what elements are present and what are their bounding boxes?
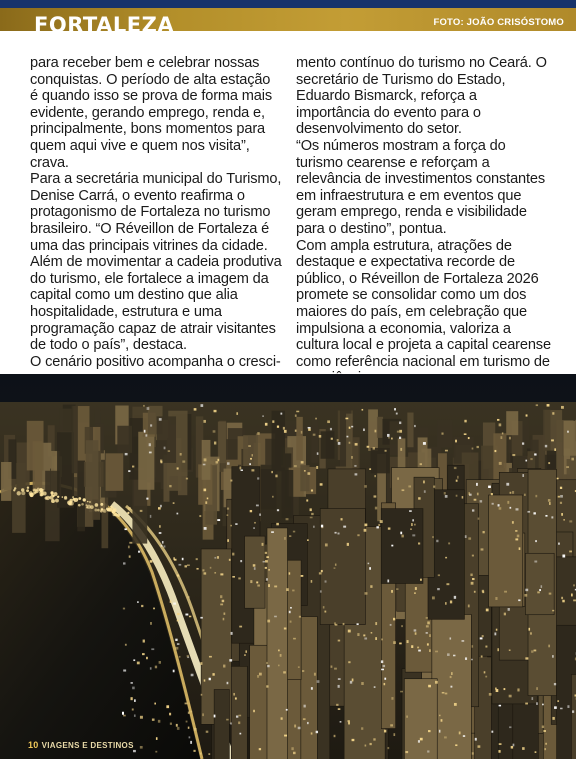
page-number: 10 [28,740,39,750]
paragraph: mento contínuo do turismo no Ceará. O secretário de Turismo do Estado, Eduardo Bismarck, reforça a importância do evento para o desenvolvimento do setor. [296,55,547,138]
cityscape-illustration [0,374,576,759]
paragraph: O cenário positivo acompanha o cresci- [30,353,281,370]
article-column-left [30,55,282,370]
paragraph: Com ampla estrutura, atrações de destaque e expectativa recorde de público, o Réveillon de Fortaleza 2026 promete se consolidar como um dos maiores do país, em celebração que impulsiona a economia, valoriza a cultura local e projeta a capital cearense como referência nacional em turismo de [296,237,551,370]
top-color-bar [0,0,576,8]
city-night-aerial-photo [0,374,576,759]
section-title: FORTALEZA [34,13,175,37]
page-footer [28,740,134,750]
paragraph: “Os números mostram a força do turismo cearense e reforçam a relevância de investimentos constantes em infraestrutura e em eventos que geram emprego, renda e visibilidade para o destino”, pontua. [296,137,546,237]
section-header-band [0,8,576,37]
paragraph: para receber bem e celebrar nossas conquistas. O período de alta estação é quando isso se prova de forma mais evidente, gerando emprego, renda e, principalmente, bons momentos para quem aqui vive e quem nos visita”, crava. [30,55,273,171]
article-column-right [296,55,552,387]
paragraph: Para a secretária municipal do Turismo, Denise Carrá, o evento reafirma o protagonismo de Fortaleza no turismo brasileiro. “O Réveillon de Fortaleza é uma das principais vitrines da cidade. Além de movimentar a cadeia produtiva do turismo, ele fortalece a imagem da capital como um destino que alia hospitalidade, estrutura e uma programação capaz de atrair visitantes de todo o país”, destaca. [30,171,282,354]
photo-credit: FOTO: JOÃO CRISÓSTOMO [433,17,564,28]
magazine-name: VIAGENS E DESTINOS [41,741,134,750]
